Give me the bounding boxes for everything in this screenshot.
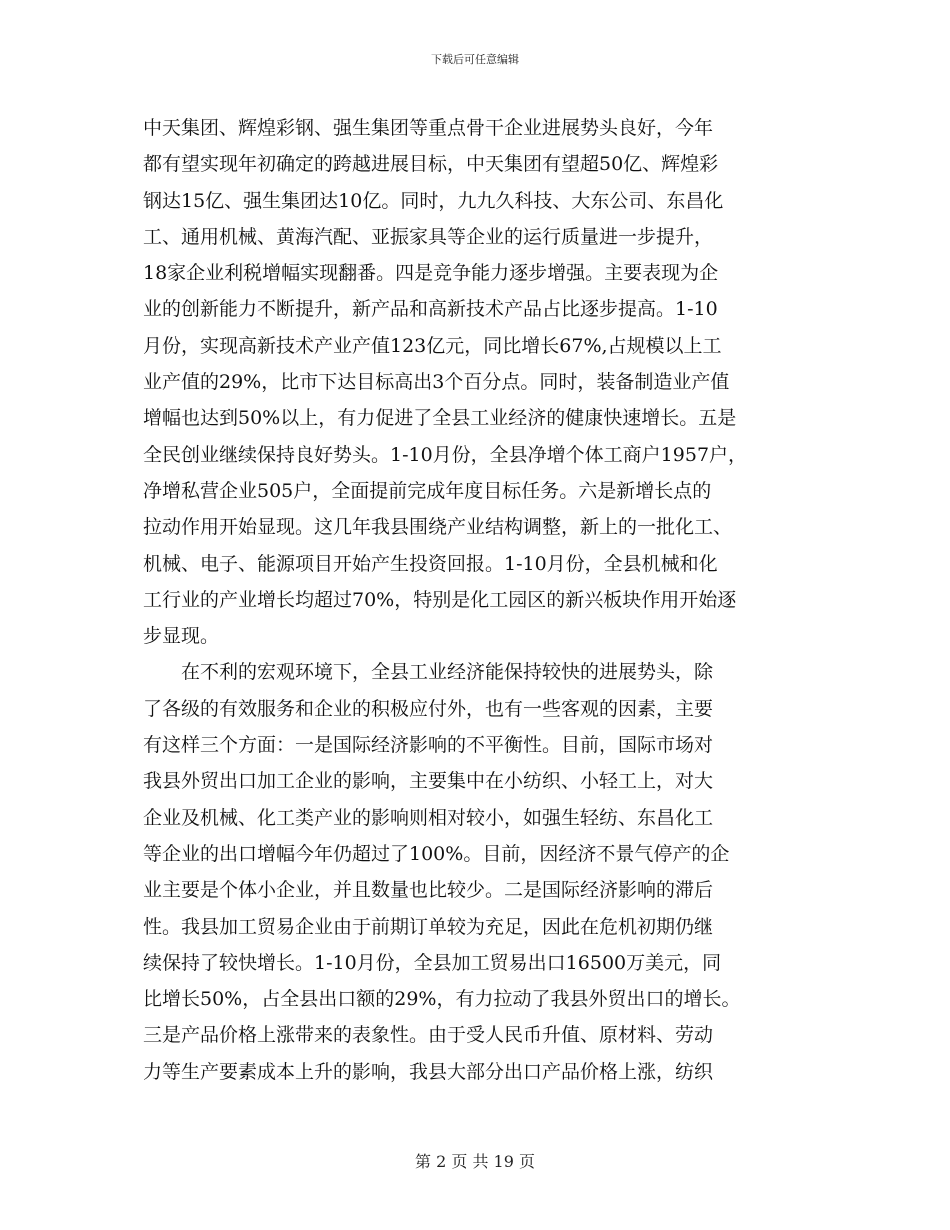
body-line: 工行业的产业增长均超过70%，特别是化工园区的新兴板块作用开始逐: [143, 588, 737, 611]
body-line: 全民创业继续保持良好势头。1-10月份，全县净增个体工商户1957户，: [143, 443, 748, 466]
body-line: 三是产品价格上涨带来的表象性。由于受人民币升值、原材料、劳动: [143, 1024, 714, 1047]
body-line: 等企业的出口增幅今年仍超过了100%。目前，因经济不景气停产的企: [143, 842, 730, 865]
body-line: 我县外贸出口加工企业的影响，主要集中在小纺织、小轻工上，对大: [143, 770, 714, 793]
body-line: 18家企业利税增幅实现翻番。四是竞争能力逐步增强。主要表现为企: [143, 262, 719, 285]
body-line: 比增长50%，占全县出口额的29%，有力拉动了我县外贸出口的增长。: [143, 988, 741, 1011]
body-line: 续保持了较快增长。1-10月份，全县加工贸易出口16500万美元，同: [143, 951, 722, 974]
page-footer: 第 2 页 共 19 页: [415, 1152, 535, 1171]
body-line: 有这样三个方面：一是国际经济影响的不平衡性。目前，国际市场对: [143, 734, 714, 757]
document-body: [143, 110, 813, 1090]
body-line: 业产值的29%，比市下达目标高出3个百分点。同时，装备制造业产值: [143, 371, 730, 394]
body-line: 工、通用机械、黄海汽配、亚振家具等企业的运行质量进一步提升，: [143, 225, 714, 248]
body-line: 企业及机械、化工类产业的影响则相对较小，如强生轻纺、东昌化工: [143, 806, 714, 829]
body-line: 性。我县加工贸易企业由于前期订单较为充足，因此在危机初期仍继: [143, 915, 714, 938]
body-line: 了各级的有效服务和企业的积极应付外，也有一些客观的因素，主要: [143, 697, 714, 720]
body-line: 钢达15亿、强生集团达10亿。同时，九九久科技、大东公司、东昌化: [143, 189, 724, 212]
body-line: 机械、电子、能源项目开始产生投资回报。1-10月份，全县机械和化: [143, 552, 718, 575]
body-line: 增幅也达到50%以上，有力促进了全县工业经济的健康快速增长。五是: [143, 407, 737, 430]
body-line: 业的创新能力不断提升，新产品和高新技术产品占比逐步提高。1-10: [143, 298, 718, 321]
body-line: 拉动作用开始显现。这几年我县围绕产业结构调整，新上的一批化工、: [143, 516, 733, 539]
body-line: 都有望实现年初确定的跨越进展目标，中天集团有望超50亿、辉煌彩: [143, 153, 719, 176]
body-line: 业主要是个体小企业，并且数量也比较少。二是国际经济影响的滞后: [143, 879, 714, 902]
body-line: 在不利的宏观环境下，全县工业经济能保持较快的进展势头，除: [143, 661, 714, 684]
page-header: 下载后可任意编辑: [431, 53, 519, 66]
body-line: 步显现。: [143, 625, 220, 648]
body-line: 中天集团、辉煌彩钢、强生集团等重点骨干企业进展势头良好，今年: [143, 117, 714, 139]
body-line: 净增私营企业505户，全面提前完成年度目标任务。六是新增长点的: [143, 479, 712, 502]
body-line: 月份，实现高新技术产业产值123亿元，同比增长67%,占规模以上工: [143, 334, 722, 357]
body-line: 力等生产要素成本上升的影响，我县大部分出口产品价格上涨，纺织: [143, 1060, 714, 1083]
